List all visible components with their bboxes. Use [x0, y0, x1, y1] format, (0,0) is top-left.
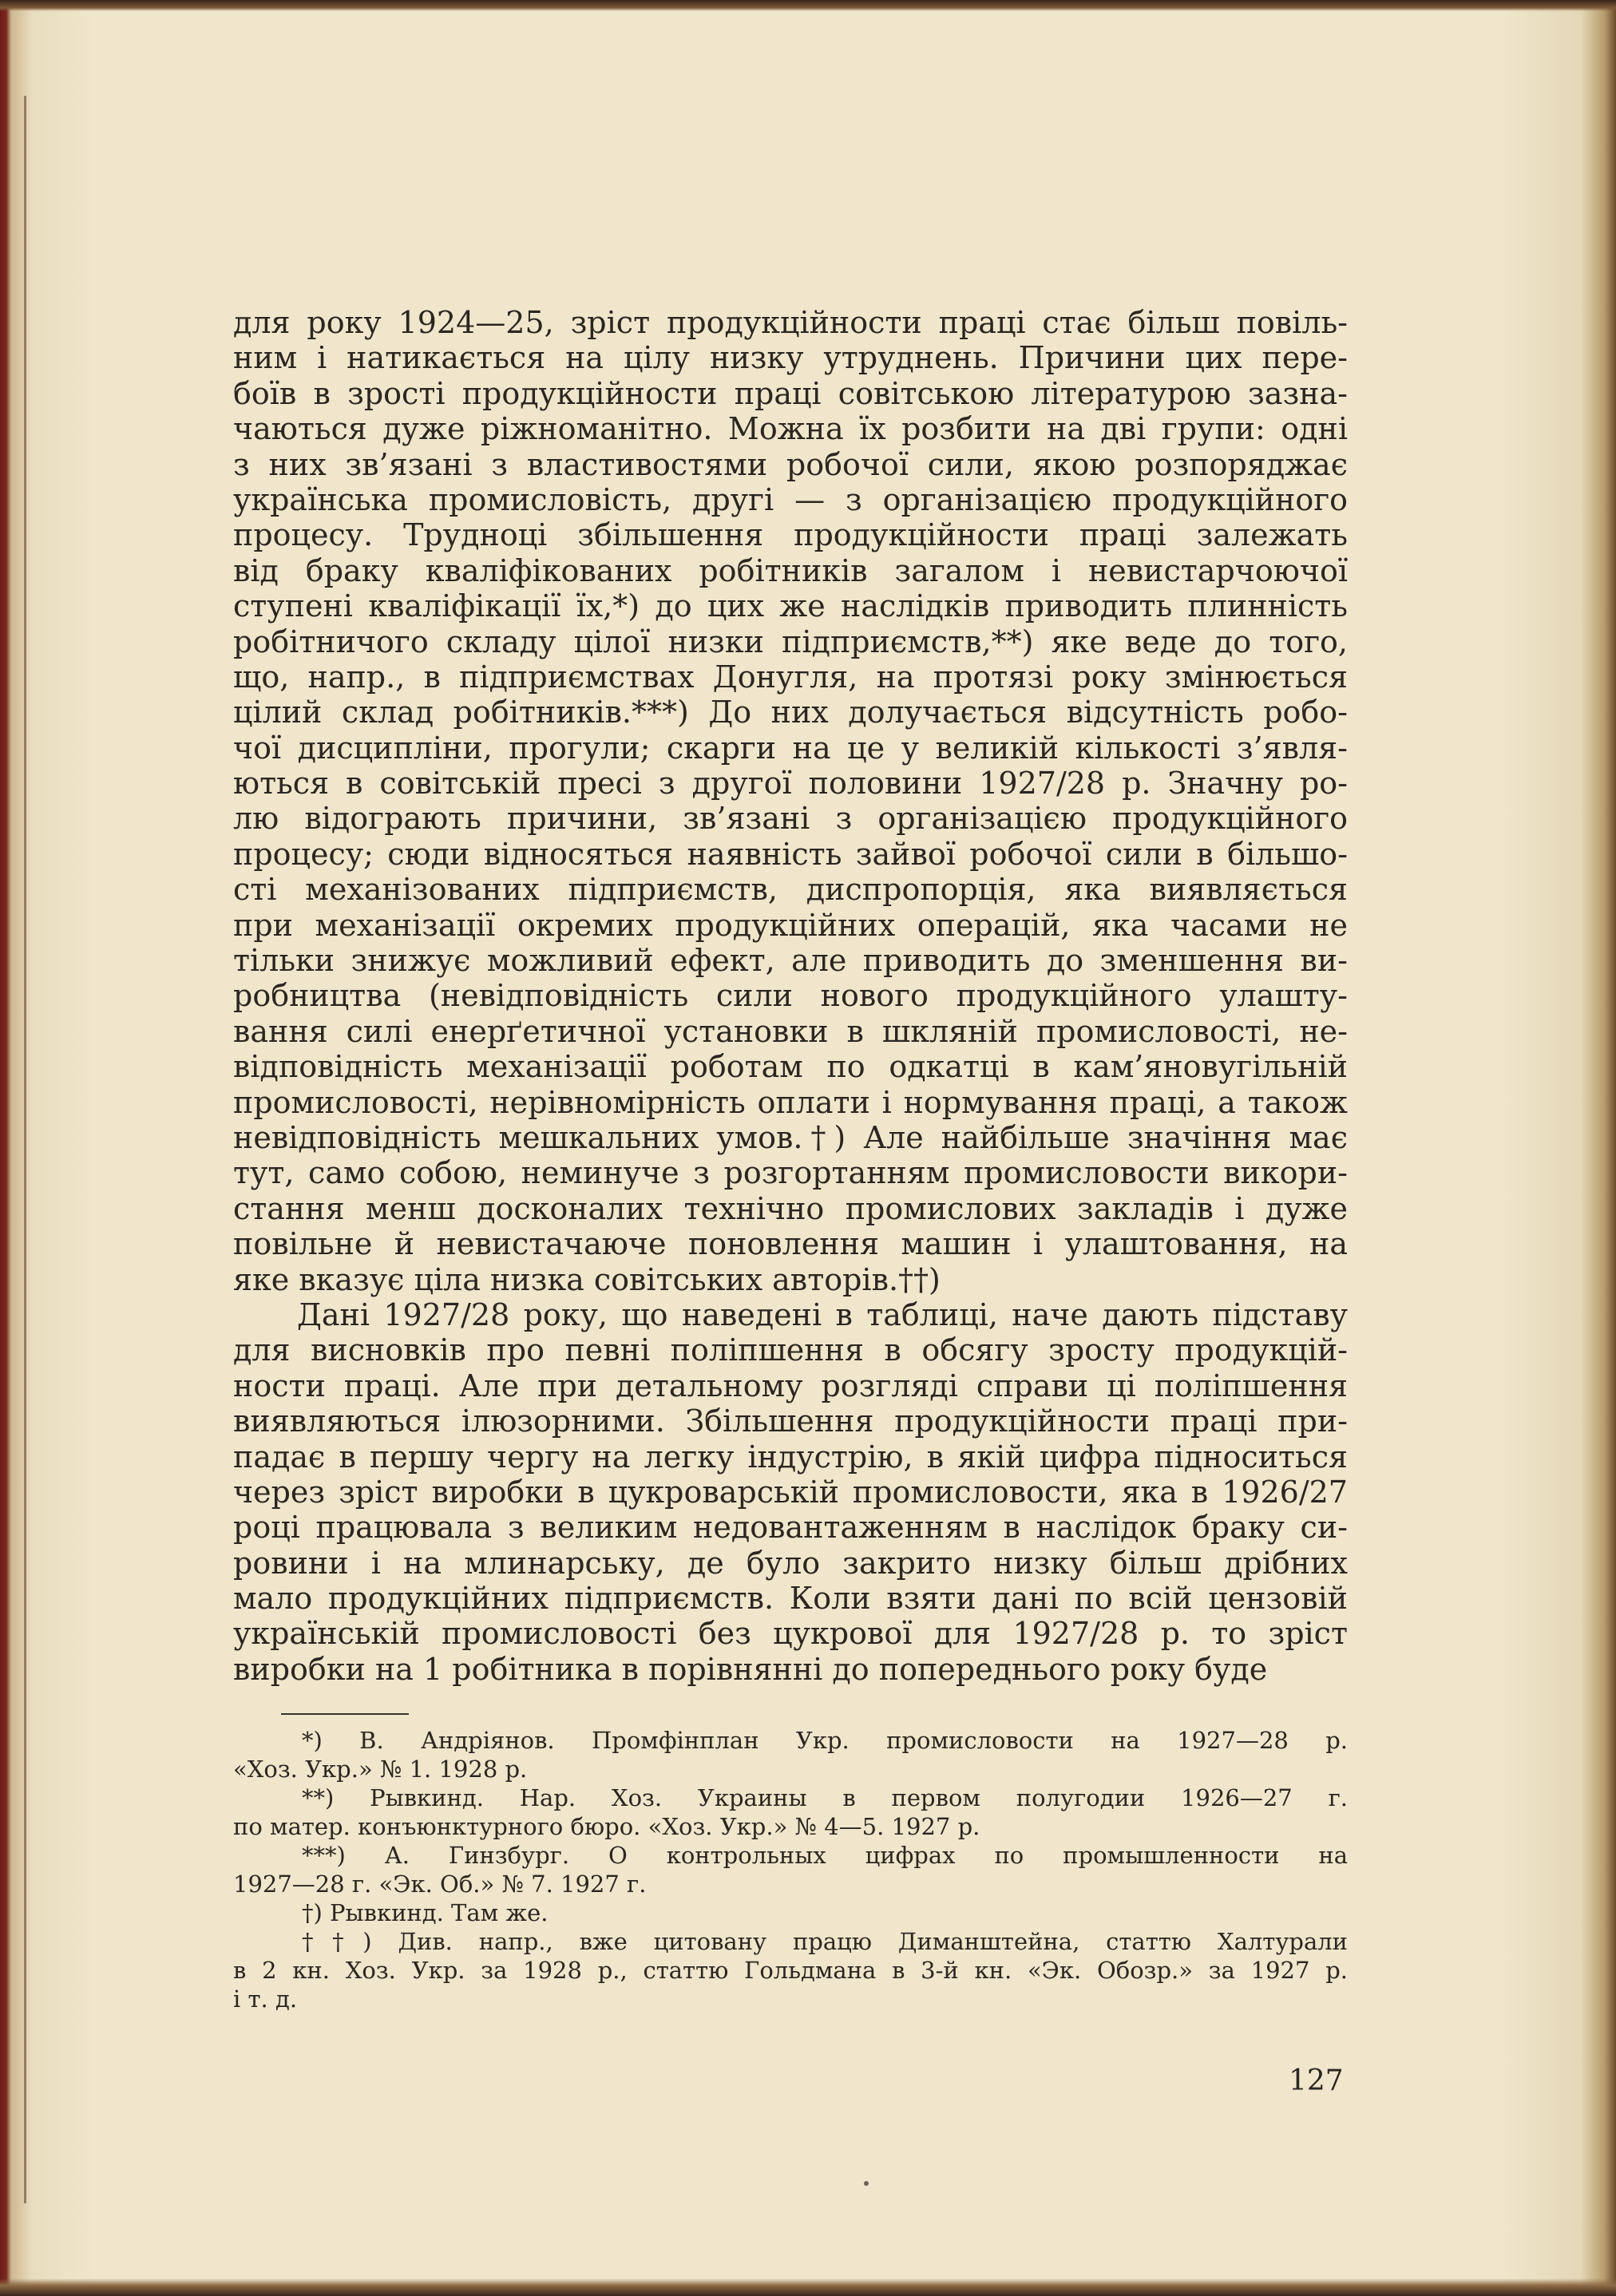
footnote-line: і т. д. [233, 1985, 298, 2013]
body-line: промисловості, нерівномірність оплати і нормування праці, а також [233, 1084, 1348, 1120]
body-line: українській промисловості без цукрової для 1927/28 р. то зріст [233, 1616, 1348, 1652]
body-line: чої дисципліни, прогули; скарги на це у великій кількості з’явля- [233, 730, 1348, 766]
body-line: стання менш досконалих технічно промислових закладів і дуже [233, 1190, 1348, 1226]
footnote-separator [281, 1713, 409, 1715]
page-number: 127 [1289, 2064, 1344, 2097]
body-line: що, напр., в підприємствах Донугля, на протязі року змінюється [233, 659, 1348, 695]
body-line: році працювала з великим недовантаженням в наслідок браку си- [233, 1510, 1348, 1546]
body-text [233, 305, 1348, 1687]
body-line: яке вказує ціла низка совітських авторів.††) [233, 1261, 941, 1297]
footnote-line: †) Рывкинд. Там же. [302, 1899, 549, 1926]
body-line: ються в совітській пресі з другої половини 1927/28 р. Значну ро- [233, 766, 1348, 802]
body-line: для висновків про певні поліпшення в обсягу зросту продукцій- [233, 1332, 1348, 1368]
footnote-line: ***) А. Гинзбург. О контрольных цифрах по промышленности на [302, 1842, 1348, 1869]
body-line: невідповідність мешкальних умов.†) Але найбільше значіння має [233, 1119, 1348, 1155]
body-line: тут, само собою, неминуче з розгортанням промисловости викори- [233, 1155, 1348, 1191]
page-bottom-edge [0, 2278, 1616, 2296]
body-line: від браку кваліфікованих робітників загалом і невистарчоючої [233, 552, 1348, 588]
body-line: через зріст виробки в цукроварській промисловости, яка в 1926/27 [233, 1474, 1348, 1510]
binding-spine [24, 96, 26, 2203]
body-line: робітничого складу цілої низки підприємств,**) яке веде до того, [233, 623, 1348, 659]
footnotes [233, 1726, 1348, 2013]
body-line: тільки знижує можливий ефект, але приводить до зменшення ви- [233, 943, 1348, 979]
body-line: ности праці. Але при детальному розгляді справи ці поліпшення [233, 1368, 1348, 1403]
body-line: при механізації окремих продукційних операцій, яка часами не [233, 907, 1348, 943]
footnote-line: *) В. Андріянов. Промфінплан Укр. промисловости на 1927—28 р. [302, 1727, 1348, 1754]
body-line: відповідність механізації роботам по одкатці в кам’яновугільній [233, 1049, 1348, 1085]
body-line: українська промисловість, другі — з організацією продукційного [233, 481, 1348, 517]
footnote-line: ††) Див. напр., вже цитовану працю Диманштейна, статтю Халтурали [302, 1928, 1348, 1955]
paper-speck [864, 2181, 869, 2186]
body-line: цілий склад робітників.***) До них долучається відсутність робо- [233, 695, 1348, 730]
body-line: мало продукційних підприємств. Коли взяти дані по всій цензовій [233, 1581, 1348, 1617]
body-line: ним і натикається на цілу низку утруднень. Причини цих пере- [233, 340, 1348, 376]
body-line: процесу. Трудноці збільшення продукційности праці залежать [233, 517, 1348, 553]
body-line: ровини і на млинарську, де було закрито низку більш дрібних [233, 1545, 1348, 1581]
body-line: чаються дуже ріжноманітно. Можна їх розбити на дві групи: одні [233, 411, 1348, 447]
body-line: процесу; сюди відносяться наявність зайвої робочої сили в більшо- [233, 836, 1348, 872]
body-line: вання силі енерґетичної установки в шкляній промисловості, не- [233, 1013, 1348, 1049]
body-line: ступені кваліфікації їх,*) до цих же наслідків приводить плинність [233, 588, 1348, 624]
body-line: виявляються ілюзорними. Збільшення продукційности праці при- [233, 1403, 1348, 1439]
footnote-line: **) Рывкинд. Нар. Хоз. Украины в первом полугодии 1926—27 г. [302, 1784, 1348, 1811]
body-line: робництва (невідповідність сили нового продукційного улашту- [233, 978, 1348, 1014]
body-line: з них зв’язані з властивостями робочої сили, якою розпоряджає [233, 446, 1348, 482]
body-line: боїв в зрості продукційности праці совітською літературою зазна- [233, 375, 1348, 411]
body-line: виробки на 1 робітника в порівнянні до попереднього року буде [233, 1651, 1268, 1687]
body-line: повільне й невистачаюче поновлення машин і улаштовання, на [233, 1226, 1348, 1262]
body-line: падає в першу чергу на легку індустрію, в якій цифра підноситься [233, 1439, 1348, 1475]
page-top-edge [0, 0, 1616, 11]
footnote-line: 1927—28 г. «Эк. Об.» № 7. 1927 г. [233, 1870, 647, 1898]
body-line: лю відограють причини, зв’язані з організацією продукційного [233, 801, 1348, 837]
footnote-line: в 2 кн. Хоз. Укр. за 1928 р., статтю Гольдмана в 3-й кн. «Эк. Обозр.» за 1927 р. [233, 1957, 1348, 1984]
footnote-line: по матер. конъюнктурного бюро. «Хоз. Укр.» № 4—5. 1927 р. [233, 1813, 980, 1840]
body-line: для року 1924—25, зріст продукційности праці стає більш повіль- [233, 305, 1348, 340]
footnote-line: «Хоз. Укр.» № 1. 1928 р. [233, 1756, 528, 1783]
body-line: сті механізованих підприємств, диспропорція, яка виявляється [233, 872, 1348, 908]
body-line: Дані 1927/28 року, що наведені в таблиці, наче дають підставу [297, 1296, 1348, 1332]
